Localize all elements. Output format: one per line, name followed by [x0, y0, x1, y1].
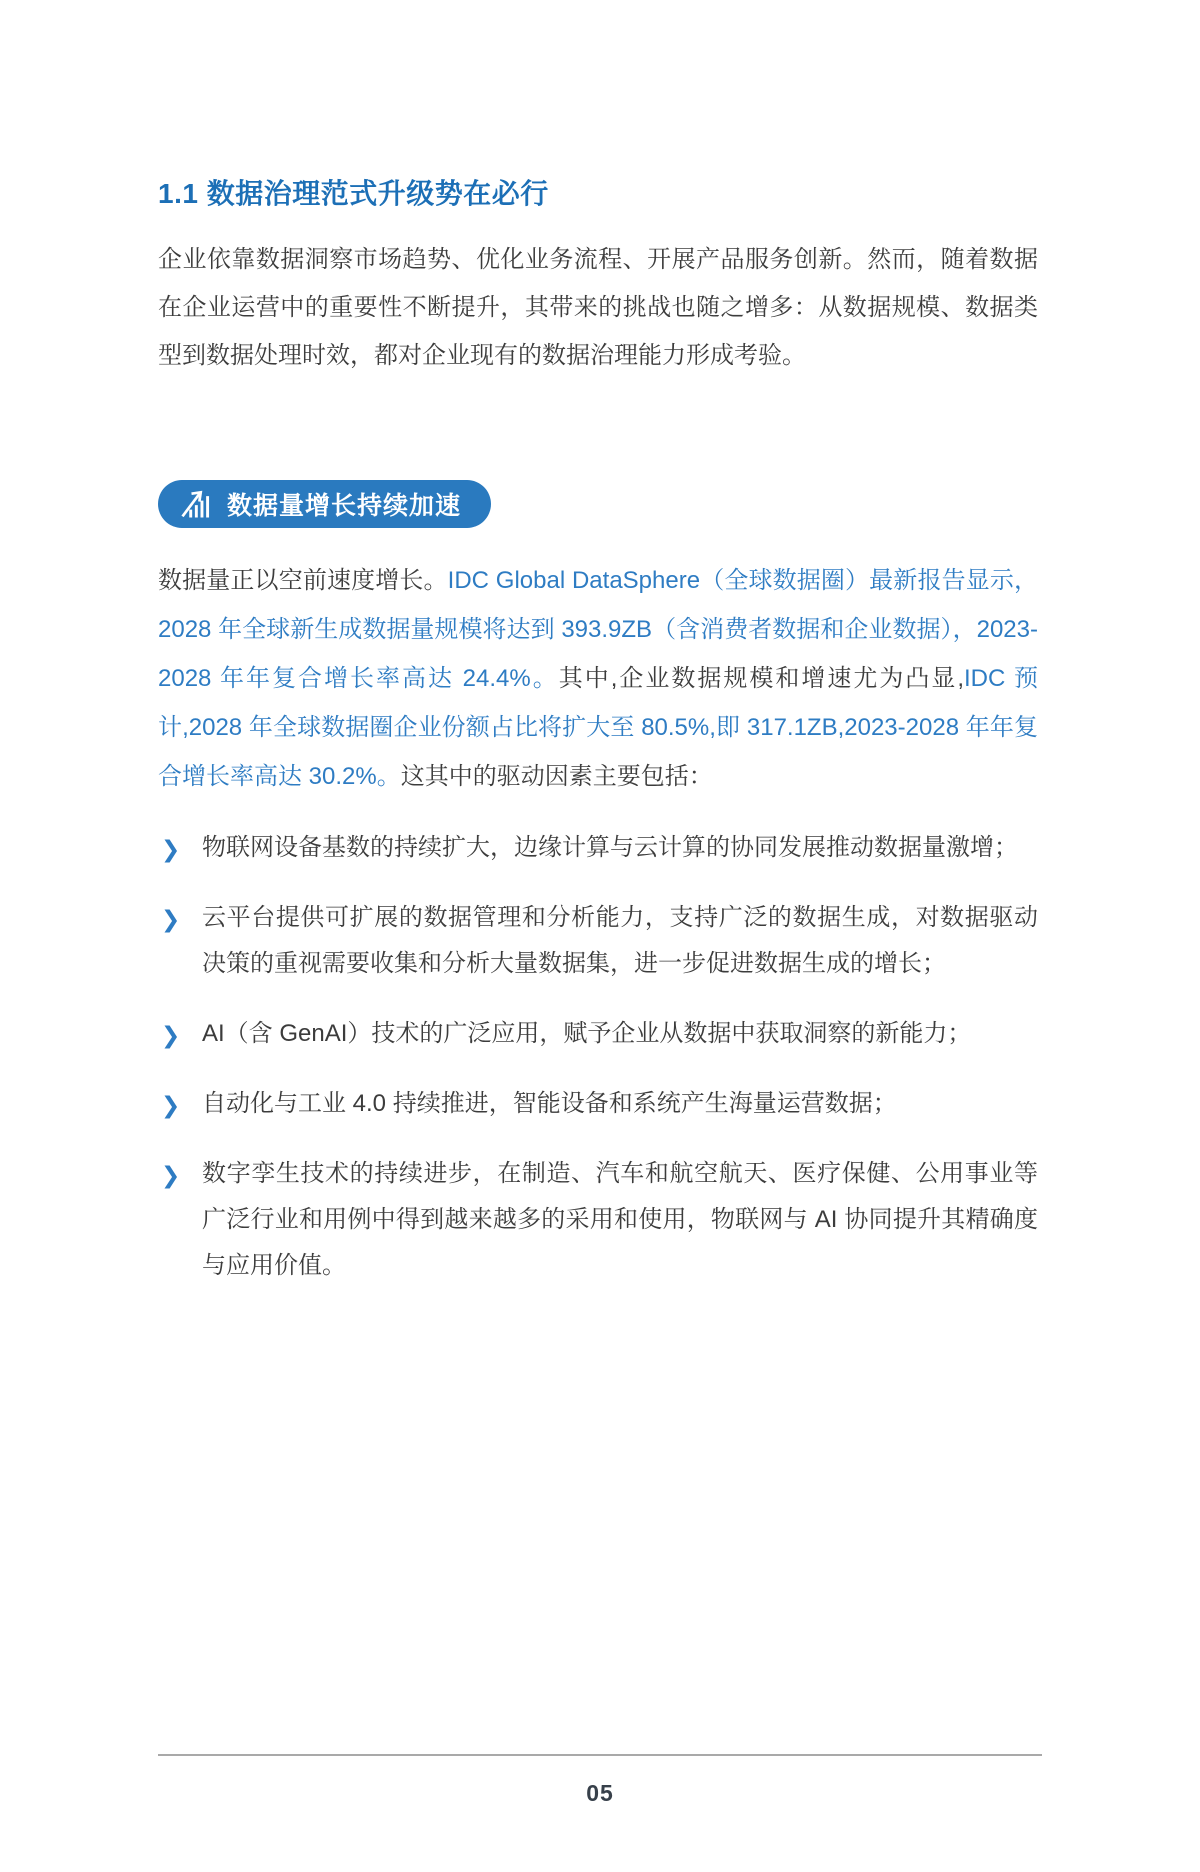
chevron-right-icon: ❯ — [161, 906, 181, 932]
list-item — [158, 825, 1038, 871]
list-item — [158, 1081, 1038, 1127]
bullet-text: 数字孪生技术的持续进步，在制造、汽车和航空航天、医疗保健、公用事业等广泛行业和用例中得到越来越多的采用和使用，物联网与 AI 协同提升其精确度与应用价值。 — [202, 1160, 1038, 1279]
text-segment-3: 这其中的驱动因素主要包括： — [400, 763, 713, 790]
chevron-right-icon: ❯ — [161, 836, 181, 862]
chevron-right-icon: ❯ — [161, 1162, 181, 1188]
badge-label: 数据量增长持续加速 — [227, 492, 462, 520]
section-title: 1.1 数据治理范式升级势在必行 — [158, 178, 549, 209]
growth-chart-icon — [178, 486, 214, 522]
bullet-text: 云平台提供可扩展的数据管理和分析能力，支持广泛的数据生成，对数据驱动决策的重视需要收集和分析大量数据集，进一步促进数据生成的增长； — [202, 904, 1038, 977]
page-content — [0, 174, 1200, 1289]
bullet-text: 自动化与工业 4.0 持续推进，智能设备和系统产生海量运营数据； — [202, 1090, 897, 1117]
list-item — [158, 1151, 1038, 1289]
text-segment-1: 数据量正以空前速度增长。 — [158, 567, 448, 594]
page-number: 05 — [586, 1780, 614, 1806]
footer-divider — [158, 1754, 1042, 1756]
data-growth-badge — [158, 480, 491, 528]
list-item — [158, 1011, 1038, 1057]
driver-list — [158, 825, 1038, 1289]
bullet-text: 物联网设备基数的持续扩大，边缘计算与云计算的协同发展推动数据量激增； — [202, 834, 1018, 861]
highlight-segment-2: IDC 预计,2028 年全球数据圈企业份额占比将扩大至 80.5%,即 317.1ZB,2023-2028 年年复合增长率高达 30.2%。 — [158, 665, 1039, 790]
intro-paragraph: 企业依靠数据洞察市场趋势、优化业务流程、开展产品服务创新。然而，随着数据在企业运营中的重要性不断提升，其带来的挑战也随之增多：从数据规模、数据类型到数据处理时效，都对企业现有的数据治理能力形成考验。 — [158, 246, 1038, 369]
chevron-right-icon: ❯ — [161, 1022, 181, 1048]
datasphere-paragraph — [158, 556, 1038, 801]
bullet-text: AI（含 GenAI）技术的广泛应用，赋予企业从数据中获取洞察的新能力； — [202, 1020, 972, 1047]
chevron-right-icon: ❯ — [161, 1092, 181, 1118]
list-item — [158, 895, 1038, 987]
text-segment-2: 其中,企业数据规模和增速尤为凸显, — [558, 665, 965, 692]
highlight-segment-1: IDC Global DataSphere（全球数据圈）最新报告显示，2028 年全球新生成数据量规模将达到 393.9ZB（含消费者数据和企业数据），2023-2028 年年复合增长率高达 24.4%。 — [158, 567, 1038, 692]
